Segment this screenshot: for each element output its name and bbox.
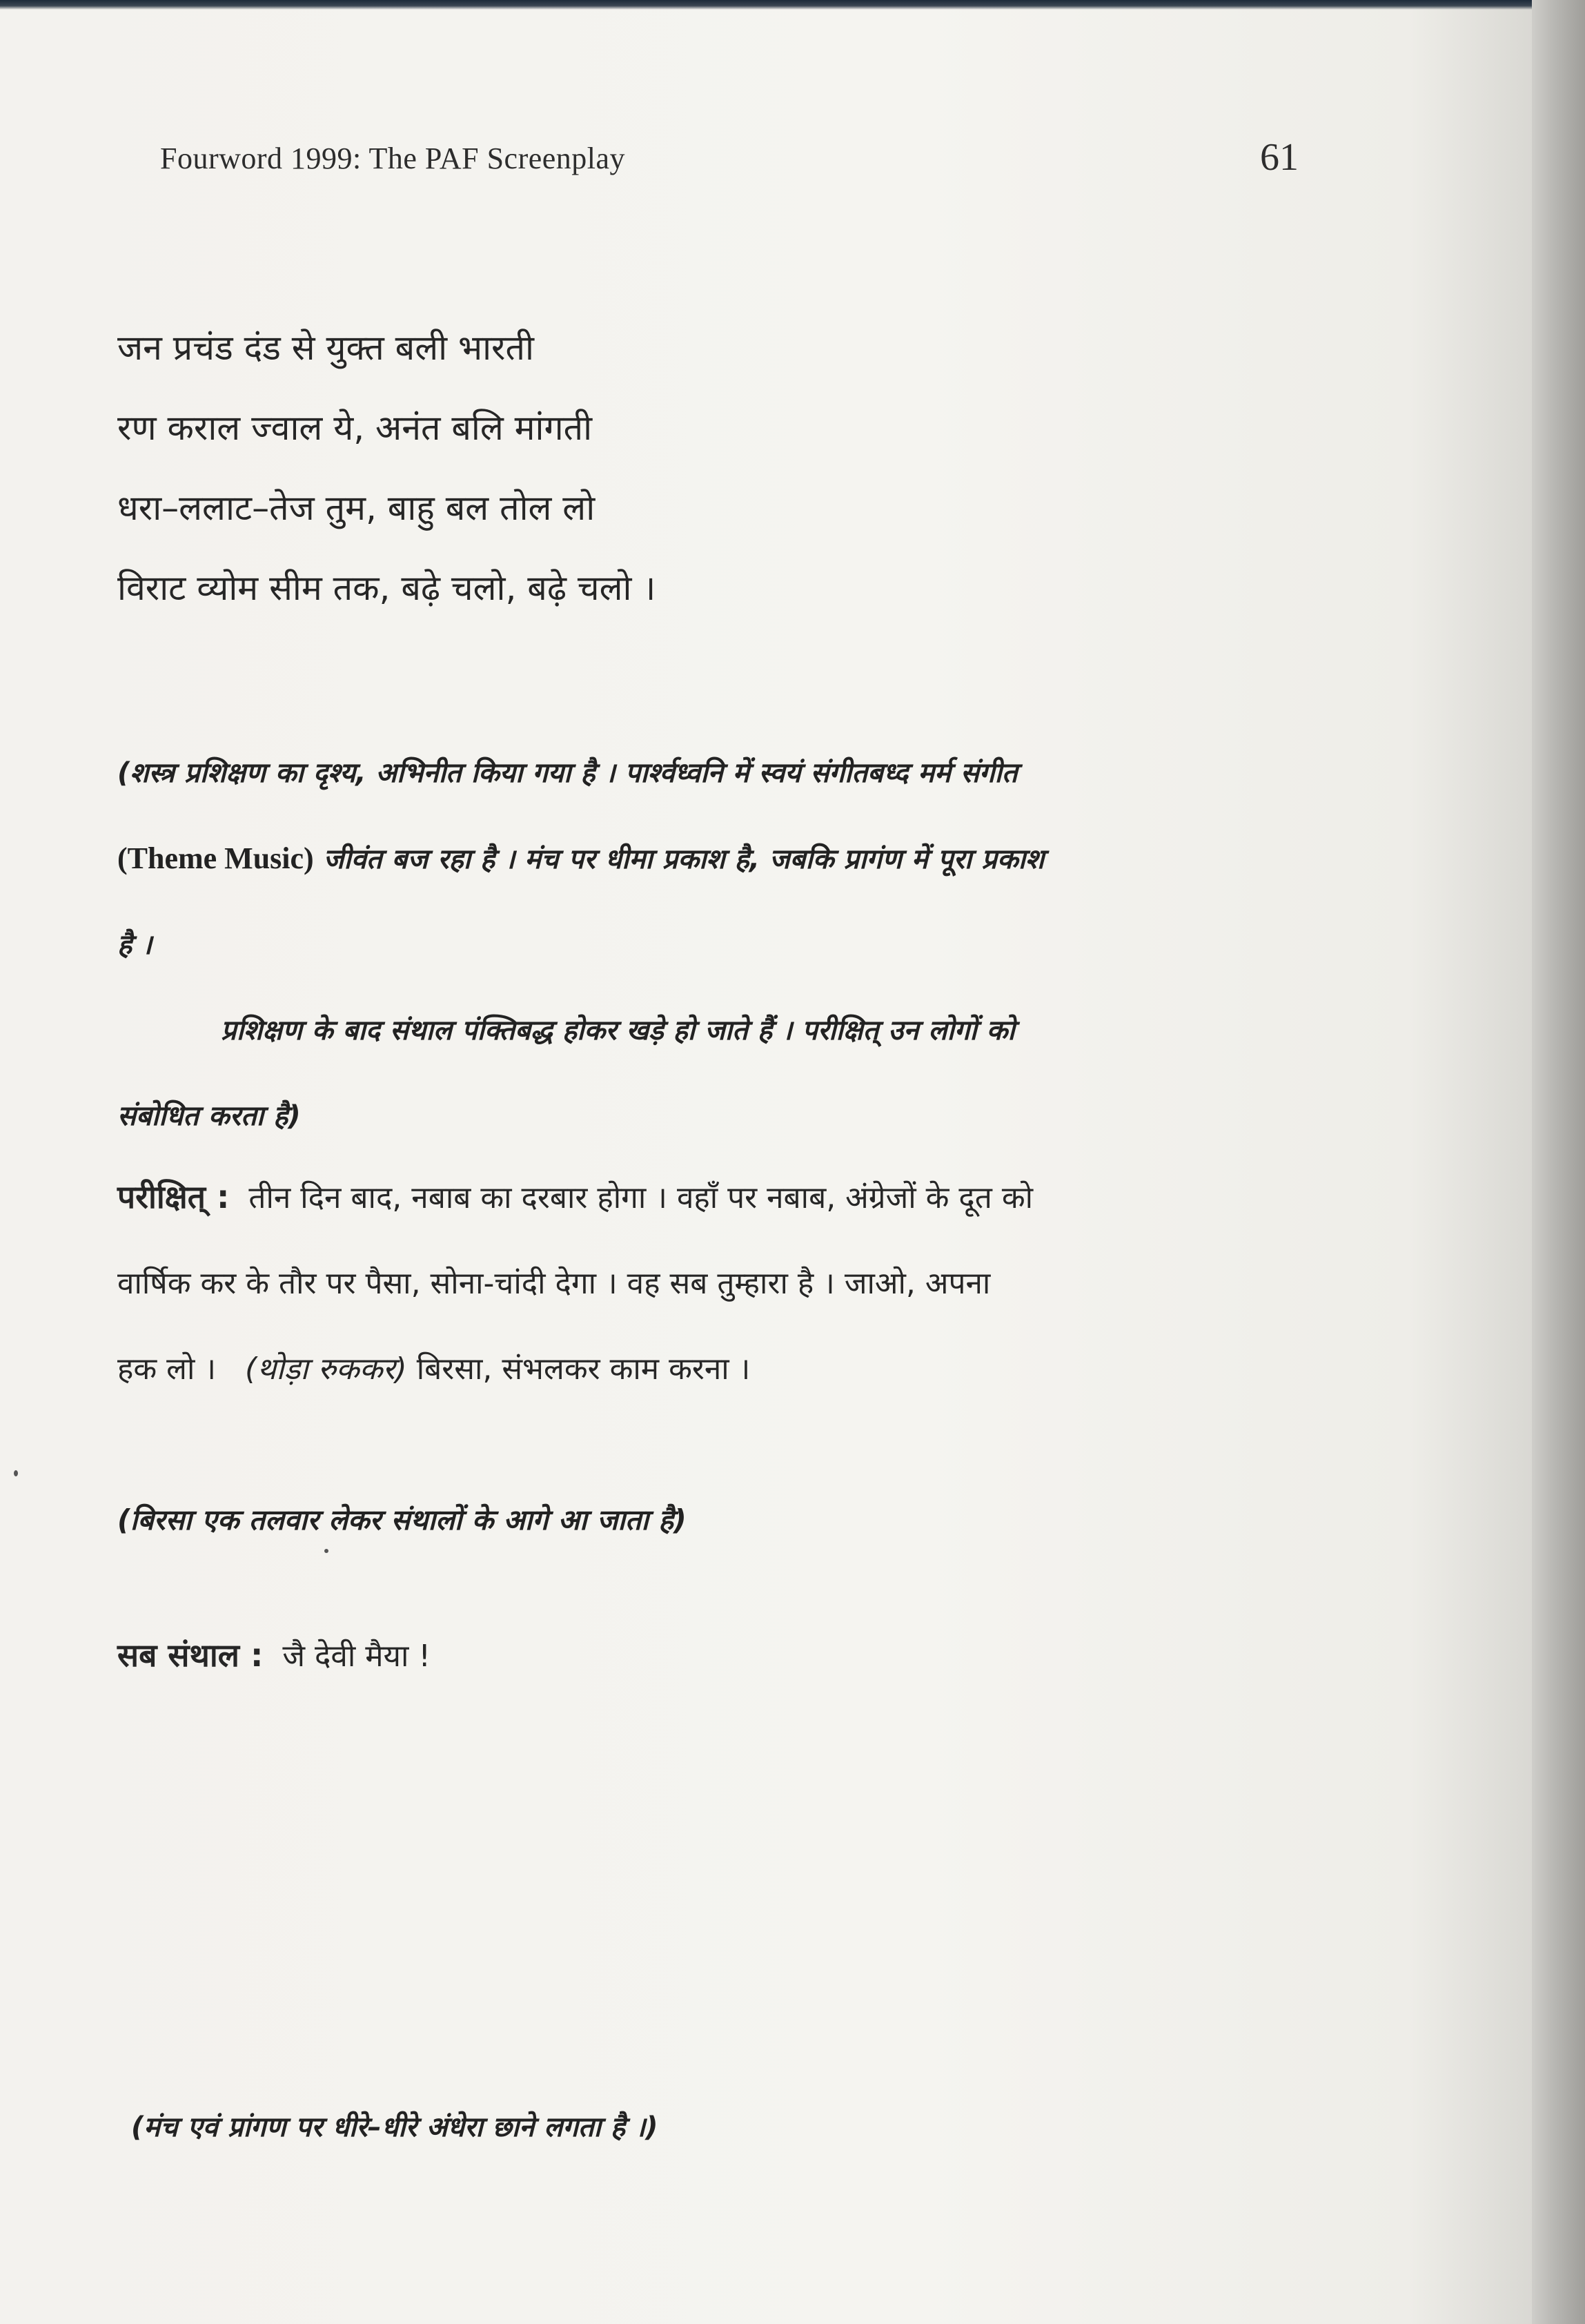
scan-speck xyxy=(324,1549,328,1553)
dialogue-line xyxy=(117,1154,1332,1241)
page-header xyxy=(160,135,1299,191)
dialogue-parikshit xyxy=(117,1154,1332,1412)
verse-line: रण कराल ज्वाल ये, अनंत बलि मांगती xyxy=(117,408,593,448)
stage-direction-text: प्रशिक्षण के बाद संथाल पंक्तिबद्ध होकर खड़े हो जाते हैं । परीक्षित् उन लोगों को xyxy=(221,1015,1015,1046)
speaker-name: परीक्षित् : xyxy=(117,1178,230,1215)
scan-top-edge xyxy=(0,0,1585,10)
dialogue-text: बिरसा, संभलकर काम करना । xyxy=(416,1351,751,1387)
verse-line: विराट व्योम सीम तक, बढ़े चलो, बढ़े चलो । xyxy=(117,568,656,608)
verse-line: जन प्रचंड दंड से युक्त बली भारती xyxy=(117,328,534,368)
dialogue-aside: (थोड़ा रुककर) xyxy=(245,1351,407,1387)
dialogue-text: तीन दिन बाद, नबाब का दरबार होगा । वहाँ पर नबाब, अंग्रेजों के दूत को xyxy=(248,1180,1034,1215)
stage-direction-line xyxy=(117,816,1318,902)
dialogue-santhals xyxy=(117,1612,1332,1699)
page-number: 61 xyxy=(1260,136,1299,179)
dialogue-line: वार्षिक कर के तौर पर पैसा, सोना-चांदी देगा । वह सब तुम्हारा है । जाओ, अपना xyxy=(117,1266,991,1301)
stage-direction-text: जीवंत बज रहा है । मंच पर धीमा प्रकाश है, जबकि प्रागंण में पूरा प्रकाश xyxy=(323,843,1045,875)
verse-line: धरा–ललाट–तेज तुम, बाहु बल तोल लो xyxy=(117,488,595,528)
stage-direction-line: है । xyxy=(117,929,152,961)
dialogue-text: हक लो । xyxy=(117,1351,217,1387)
stage-direction-line: संबोधित करता है) xyxy=(117,1100,301,1132)
theme-music-label: (Theme Music) xyxy=(117,841,314,875)
stage-direction-darkness: (मंच एवं प्रांगण पर धीरे–धीरे अंधेरा छाने लगता है ।) xyxy=(131,2111,658,2143)
stage-direction-line xyxy=(117,988,1318,1073)
dialogue-text: जै देवी मैया ! xyxy=(282,1639,431,1674)
stage-direction-training xyxy=(117,730,1318,1159)
speaker-name: सब संथाल : xyxy=(117,1637,264,1674)
dialogue-line xyxy=(117,1327,1332,1412)
running-title: Fourword 1999: The PAF Screenplay xyxy=(160,141,626,175)
stage-direction-line: (शस्त्र प्रशिक्षण का दृश्य, अभिनीत किया गया है । पार्श्वध्वनि में स्वयं संगीतबध्द मर्म संगीत xyxy=(117,757,1018,789)
book-spine-edge xyxy=(1532,0,1585,2324)
scan-speck xyxy=(14,1470,18,1476)
stage-direction-birsa: (बिरसा एक तलवार लेकर संथालों के आगे आ जाता है) xyxy=(117,1503,687,1536)
